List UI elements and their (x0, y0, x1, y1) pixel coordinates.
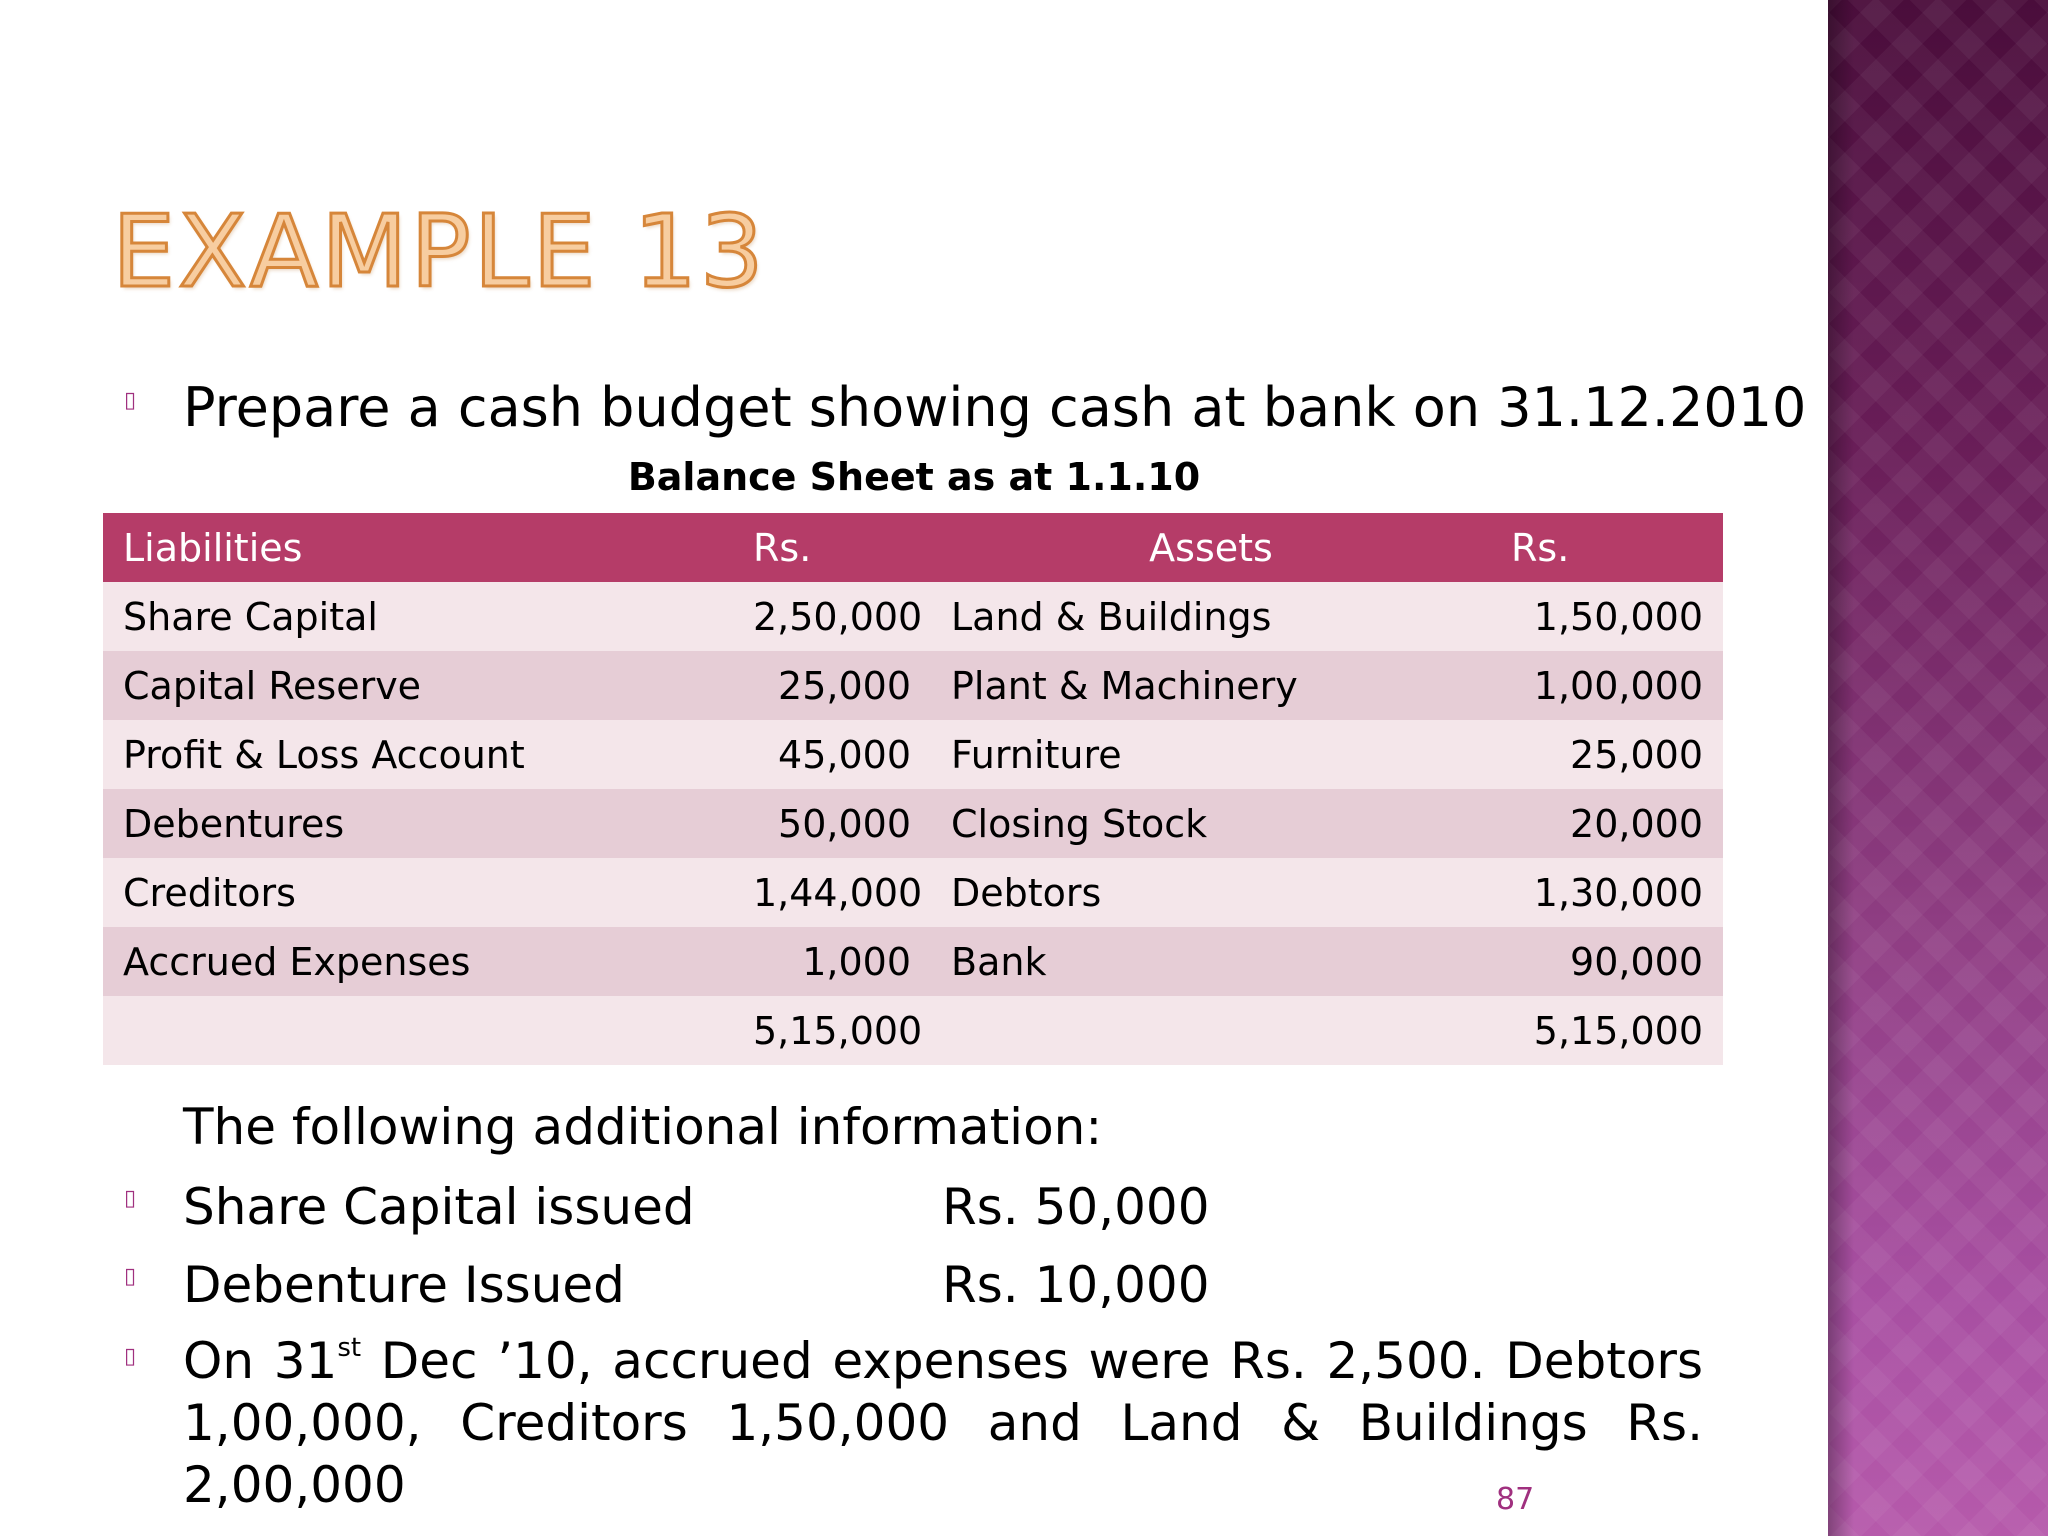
square-bullet-icon: ▯ (124, 1264, 137, 1289)
liability-cell: Profit & Loss Account (123, 732, 525, 777)
table-header-row (103, 513, 1723, 582)
table-row (103, 789, 1723, 858)
asset-amount-cell: 25,000 (1570, 732, 1703, 777)
liability-cell: Creditors (123, 870, 296, 915)
table-row (103, 720, 1723, 789)
liability-cell: Debentures (123, 801, 345, 846)
table-row (103, 651, 1723, 720)
additional-info-heading: The following additional information: (183, 1098, 1103, 1156)
info-item-value: Rs. 50,000 (942, 1178, 1210, 1236)
note-superscript: st (337, 1333, 362, 1363)
square-bullet-icon: ▯ (124, 1186, 137, 1211)
header-assets: Assets (1149, 525, 1273, 570)
liabilities-total-cell: 5,15,000 (753, 1008, 923, 1053)
asset-amount-cell: 1,50,000 (1533, 594, 1703, 639)
table-row (103, 858, 1723, 927)
note-text: Dec ’10, accrued expenses were Rs. 2,500. Debtors 1,00,000, Creditors 1,50,000 and Land & Buildings Rs. 2,00,000 (183, 1332, 1703, 1514)
table-row (103, 582, 1723, 651)
liability-cell (103, 996, 733, 1065)
asset-amount-cell: 1,00,000 (1533, 663, 1703, 708)
asset-cell (931, 996, 1491, 1065)
liability-amount-cell: 2,50,000 (753, 594, 923, 639)
header-rs-liabilities: Rs. (753, 525, 812, 570)
table-total-row (103, 996, 1723, 1065)
slide-title: EXAMPLE 13 (112, 193, 767, 310)
asset-cell: Furniture (951, 732, 1122, 777)
asset-cell: Debtors (951, 870, 1102, 915)
asset-cell: Land & Buildings (951, 594, 1272, 639)
balance-sheet-table (103, 513, 1723, 1065)
liability-amount-cell: 45,000 (778, 732, 911, 777)
header-liabilities: Liabilities (123, 525, 303, 570)
info-item-label: Debenture Issued (183, 1256, 625, 1314)
liability-amount-cell: 50,000 (778, 801, 911, 846)
asset-amount-cell: 1,30,000 (1533, 870, 1703, 915)
intro-text: Prepare a cash budget showing cash at bank on 31.12.2010 (183, 376, 1807, 439)
liability-amount-cell: 1,000 (802, 939, 911, 984)
note-prefix: On 31 (183, 1332, 338, 1390)
asset-cell: Plant & Machinery (951, 663, 1298, 708)
liability-cell: Share Capital (123, 594, 378, 639)
liability-cell: Capital Reserve (123, 663, 422, 708)
asset-cell: Closing Stock (951, 801, 1208, 846)
square-bullet-icon: ▯ (124, 1344, 137, 1369)
table-row (103, 927, 1723, 996)
page-number: 87 (1496, 1482, 1535, 1517)
liability-amount-cell: 25,000 (778, 663, 911, 708)
asset-cell: Bank (951, 939, 1047, 984)
info-note-paragraph (183, 1330, 1703, 1516)
square-bullet-icon: ▯ (124, 388, 137, 413)
decorative-sidebar (1828, 0, 2048, 1536)
liability-cell: Accrued Expenses (123, 939, 471, 984)
info-item-label: Share Capital issued (183, 1178, 695, 1236)
balance-sheet-title: Balance Sheet as at 1.1.10 (627, 455, 1201, 499)
header-rs-assets: Rs. (1511, 525, 1570, 570)
asset-amount-cell: 90,000 (1570, 939, 1703, 984)
liability-amount-cell: 1,44,000 (753, 870, 923, 915)
assets-total-cell: 5,15,000 (1533, 1008, 1703, 1053)
info-item-value: Rs. 10,000 (942, 1256, 1210, 1314)
asset-amount-cell: 20,000 (1570, 801, 1703, 846)
